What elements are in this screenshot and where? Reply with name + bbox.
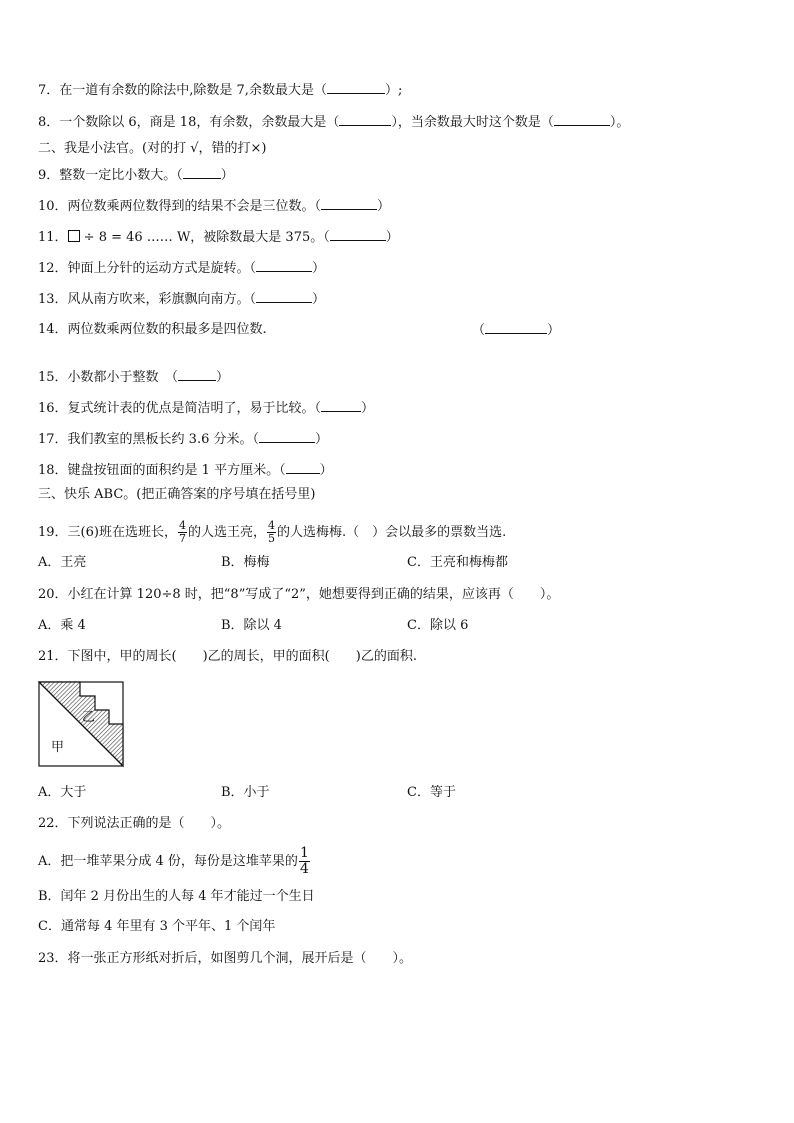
- question-22: 22．下列说法正确的是（ ）。: [38, 816, 231, 831]
- answer-blank[interactable]: [321, 400, 361, 412]
- box-placeholder-icon: [68, 230, 80, 242]
- question-13: 13．风从南方吹来，彩旗飘向南方。（ ）: [38, 292, 326, 307]
- answer-blank[interactable]: [327, 82, 385, 94]
- option-b[interactable]: B．梅梅: [221, 555, 270, 570]
- option-c[interactable]: C．等于: [407, 785, 456, 800]
- question-12: 12．钟面上分针的运动方式是旋转。（ ）: [38, 261, 326, 276]
- section-3-heading: 三、快乐 ABC。(把正确答案的序号填在括号里): [38, 487, 316, 502]
- figure-label-b: 乙: [82, 710, 96, 725]
- figure-label-a: 甲: [51, 740, 65, 755]
- answer-blank[interactable]: [554, 114, 610, 126]
- option-a[interactable]: A．王亮: [38, 555, 87, 570]
- answer-blank[interactable]: [286, 462, 320, 474]
- question-18: 18．键盘按钮面的面积约是 1 平方厘米。（ ）: [38, 463, 333, 478]
- fraction: $\frac{4}{5}$: [267, 519, 275, 545]
- question-20: 20．小红在计算 120÷8 时，把“8”写成了“2”，她想要得到正确的结果，应该再（ ）。: [38, 587, 560, 602]
- option-b[interactable]: B．除以 4: [221, 618, 282, 633]
- question-7: 7．在一道有余数的除法中,除数是 7,余数最大是（ ）;: [38, 83, 403, 98]
- answer-blank[interactable]: [178, 369, 216, 381]
- question-21: 21．下图中，甲的周长( )乙的周长，甲的面积( )乙的面积.: [38, 649, 417, 664]
- question-23: 23．将一张正方形纸对折后，如图剪几个洞，展开后是（ ）。: [38, 951, 413, 966]
- option-c[interactable]: C．除以 6: [407, 618, 469, 633]
- question-16: 16．复式统计表的优点是简洁明了，易于比较。（ ）: [38, 401, 375, 416]
- question-11: 11． ÷ 8 = 46 …… W，被除数最大是 375。（ ）: [38, 230, 399, 245]
- question-17: 17．我们教室的黑板长约 3.6 分米。（ ）: [38, 432, 328, 447]
- option-b[interactable]: B．小于: [221, 785, 270, 800]
- section-2-heading: 二、我是小法官。(对的打 √，错的打×): [38, 141, 267, 156]
- option-c[interactable]: C．通常每 4 年里有 3 个平年、1 个闰年: [38, 919, 276, 934]
- fraction: $\frac{4}{7}$: [178, 519, 186, 545]
- question-14: 14．两位数乘两位数的积最多是四位数.: [38, 322, 267, 337]
- answer-blank[interactable]: [256, 291, 312, 303]
- question-19: 19．三(6)班在选班长， $\frac{4}{7}$ 的人选王亮， $\frac{4}{5}$ 的人选梅梅.（ ）会以最多的票数当选.: [38, 519, 507, 545]
- question-8: 8．一个数除以 6，商是 18，有余数，余数最大是（ ），当余数最大时这个数是（ ）。: [38, 115, 630, 130]
- option-a[interactable]: A．大于: [38, 785, 87, 800]
- answer-blank[interactable]: [485, 322, 547, 334]
- staircase-figure: [38, 681, 124, 768]
- answer-blank[interactable]: [339, 114, 391, 126]
- answer-blank[interactable]: [256, 260, 312, 272]
- answer-blank[interactable]: [259, 431, 315, 443]
- question-9: 9．整数一定比小数大。（ ）: [38, 168, 234, 183]
- question-10: 10．两位数乘两位数得到的结果不会是三位数。（ ）: [38, 199, 391, 214]
- answer-blank[interactable]: [330, 229, 386, 241]
- answer-blank[interactable]: [321, 198, 377, 210]
- question-15: 15．小数都小于整数 （ ）: [38, 370, 230, 385]
- option-c[interactable]: C．王亮和梅梅都: [407, 555, 508, 570]
- option-a[interactable]: A．把一堆苹果分成 4 份，每份是这堆苹果的 $\frac{1}{4}$: [38, 845, 309, 877]
- fraction: $\frac{1}{4}$: [299, 845, 309, 877]
- question-14-answer: （ ）: [472, 323, 561, 338]
- answer-blank[interactable]: [183, 167, 221, 179]
- option-b[interactable]: B．闰年 2 月份出生的人每 4 年才能过一个生日: [38, 889, 315, 904]
- option-a[interactable]: A．乘 4: [38, 618, 86, 633]
